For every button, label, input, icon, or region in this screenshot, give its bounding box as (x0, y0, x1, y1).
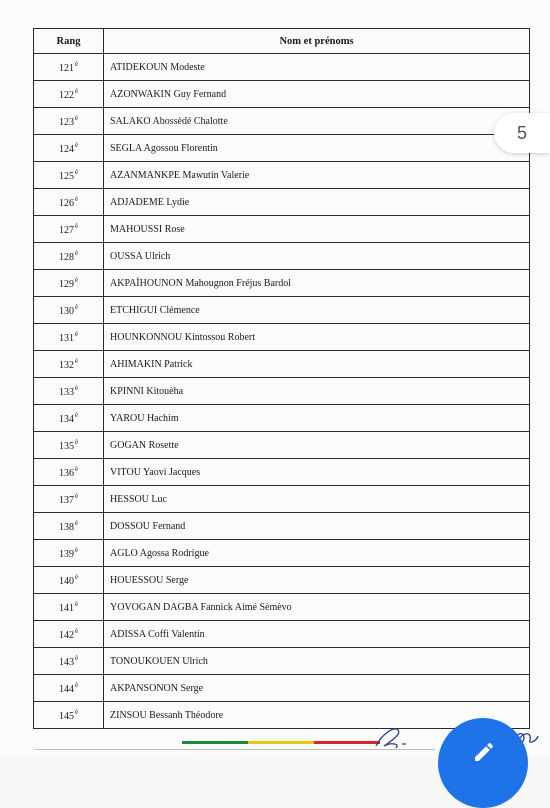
rank-number: 124 (58, 144, 74, 155)
rank-cell (34, 108, 104, 135)
table-row (34, 378, 530, 405)
rank-suffix: è (74, 681, 79, 689)
table-row (34, 108, 530, 135)
rank-cell (34, 162, 104, 189)
rank-number: 131 (58, 333, 74, 344)
rank-cell (34, 675, 104, 702)
rank-cell (34, 405, 104, 432)
rank-cell (34, 486, 104, 513)
rank-number: 126 (58, 198, 74, 209)
rank-number: 133 (58, 387, 74, 398)
table-row (34, 486, 530, 513)
table-row (34, 243, 530, 270)
name-cell: KPINNI Kitouèha (104, 378, 530, 405)
table-row (34, 594, 530, 621)
name-cell: AKPAÏHOUNON Mahougnon Fréjus Bardol (104, 270, 530, 297)
table-row (34, 54, 530, 81)
rank-cell (34, 702, 104, 729)
rank-cell (34, 270, 104, 297)
pencil-icon (472, 740, 496, 764)
name-cell: ETCHIGUI Clémence (104, 297, 530, 324)
table-row (34, 675, 530, 702)
rank-number: 141 (58, 603, 74, 614)
rank-cell (34, 81, 104, 108)
rank-suffix: è (74, 573, 79, 581)
name-cell: OUSSA Ulrich (104, 243, 530, 270)
table-row (34, 702, 530, 729)
rank-cell (34, 621, 104, 648)
rank-suffix: è (74, 60, 79, 68)
rank-number: 129 (58, 279, 74, 290)
name-cell: MAHOUSSI Rose (104, 216, 530, 243)
name-cell: HOUNKONNOU Kintossou Robert (104, 324, 530, 351)
rank-number: 122 (58, 90, 74, 101)
rank-suffix: è (74, 519, 79, 527)
rank-number: 132 (58, 360, 74, 371)
name-cell: ADISSA Coffi Valentin (104, 621, 530, 648)
table-row (34, 513, 530, 540)
rank-number: 144 (58, 684, 74, 695)
rank-number: 127 (58, 225, 74, 236)
table-row (34, 540, 530, 567)
flag-stripe-red (314, 741, 380, 744)
rank-cell (34, 648, 104, 675)
name-cell: TONOUKOUEN Ulrich (104, 648, 530, 675)
rank-suffix: è (74, 411, 79, 419)
rank-cell (34, 459, 104, 486)
rank-cell (34, 243, 104, 270)
name-cell: AZONWAKIN Guy Fernand (104, 81, 530, 108)
rank-number: 139 (58, 549, 74, 560)
rank-suffix: è (74, 303, 79, 311)
rank-number: 143 (58, 657, 74, 668)
rank-column-header: Rang (34, 29, 104, 54)
rank-cell (34, 189, 104, 216)
table-header-row (34, 29, 530, 54)
rank-cell (34, 378, 104, 405)
table-row (34, 270, 530, 297)
rank-suffix: è (74, 114, 79, 122)
rank-number: 123 (58, 117, 74, 128)
rank-cell (34, 216, 104, 243)
name-cell: DOSSOU Fernand (104, 513, 530, 540)
rank-number: 138 (58, 522, 74, 533)
name-cell: ATIDEKOUN Modeste (104, 54, 530, 81)
table-row (34, 459, 530, 486)
table-row (34, 567, 530, 594)
rank-suffix: è (74, 654, 79, 662)
table-row (34, 216, 530, 243)
table-row (34, 162, 530, 189)
rank-cell (34, 135, 104, 162)
rank-suffix: è (74, 141, 79, 149)
table-row (34, 81, 530, 108)
rank-suffix: è (74, 438, 79, 446)
rank-suffix: è (74, 600, 79, 608)
rank-number: 134 (58, 414, 74, 425)
rank-suffix: è (74, 627, 79, 635)
flag-stripe-yellow (248, 741, 314, 744)
rank-number: 142 (58, 630, 74, 641)
table-row (34, 648, 530, 675)
table-row (34, 297, 530, 324)
rank-cell (34, 513, 104, 540)
name-cell: ADJADEME Lydie (104, 189, 530, 216)
name-cell: SALAKO Abossèdé Chalotte (104, 108, 530, 135)
table-row (34, 432, 530, 459)
table-row (34, 621, 530, 648)
table-row (34, 324, 530, 351)
table-row (34, 189, 530, 216)
rank-cell (34, 54, 104, 81)
table-body (34, 54, 530, 729)
name-cell: VITOU Yaovi Jacques (104, 459, 530, 486)
rank-suffix: è (74, 222, 79, 230)
rank-suffix: è (74, 330, 79, 338)
name-column-header: Nom et prénoms (104, 29, 530, 54)
rank-number: 130 (58, 306, 74, 317)
initials-signature (372, 724, 412, 752)
rank-number: 125 (58, 171, 74, 182)
rank-number: 136 (58, 468, 74, 479)
name-cell: AKPANSONON Serge (104, 675, 530, 702)
rank-suffix: è (74, 168, 79, 176)
rank-number: 137 (58, 495, 74, 506)
rank-suffix: è (74, 708, 79, 716)
rank-number: 145 (58, 711, 74, 722)
rank-suffix: è (74, 87, 79, 95)
table-row (34, 135, 530, 162)
rank-number: 128 (58, 252, 74, 263)
name-cell: AHIMAKIN Patrick (104, 351, 530, 378)
flag-stripe-green (182, 741, 248, 744)
name-cell: YAROU Hachim (104, 405, 530, 432)
rank-suffix: è (74, 357, 79, 365)
name-cell: YOVOGAN DAGBA Fannick Aimé Sèmèvo (104, 594, 530, 621)
rank-cell (34, 567, 104, 594)
rank-cell (34, 594, 104, 621)
rank-suffix: è (74, 492, 79, 500)
rank-cell (34, 351, 104, 378)
rank-suffix: è (74, 546, 79, 554)
rank-cell (34, 432, 104, 459)
rank-suffix: è (74, 249, 79, 257)
name-cell: SEGLA Agossou Florentin (104, 135, 530, 162)
rank-suffix: è (74, 465, 79, 473)
page-number-badge[interactable]: 5 (494, 113, 550, 153)
rank-cell (34, 540, 104, 567)
rank-suffix: è (74, 195, 79, 203)
table-row (34, 351, 530, 378)
rank-cell (34, 297, 104, 324)
name-cell: AGLO Agossa Rodrigue (104, 540, 530, 567)
rank-number: 140 (58, 576, 74, 587)
table-row (34, 405, 530, 432)
name-cell: AZANMANKPE Mawutin Valerie (104, 162, 530, 189)
ranking-table (33, 28, 530, 729)
rank-suffix: è (74, 276, 79, 284)
rank-number: 121 (58, 63, 74, 74)
rank-number: 135 (58, 441, 74, 452)
rank-suffix: è (74, 384, 79, 392)
edit-fab-button[interactable] (438, 718, 528, 808)
name-cell: HESSOU Luc (104, 486, 530, 513)
name-cell: HOUESSOU Serge (104, 567, 530, 594)
name-cell: ZINSOU Bessanh Théodore (104, 702, 530, 729)
rank-cell (34, 324, 104, 351)
name-cell: GOGAN Rosette (104, 432, 530, 459)
